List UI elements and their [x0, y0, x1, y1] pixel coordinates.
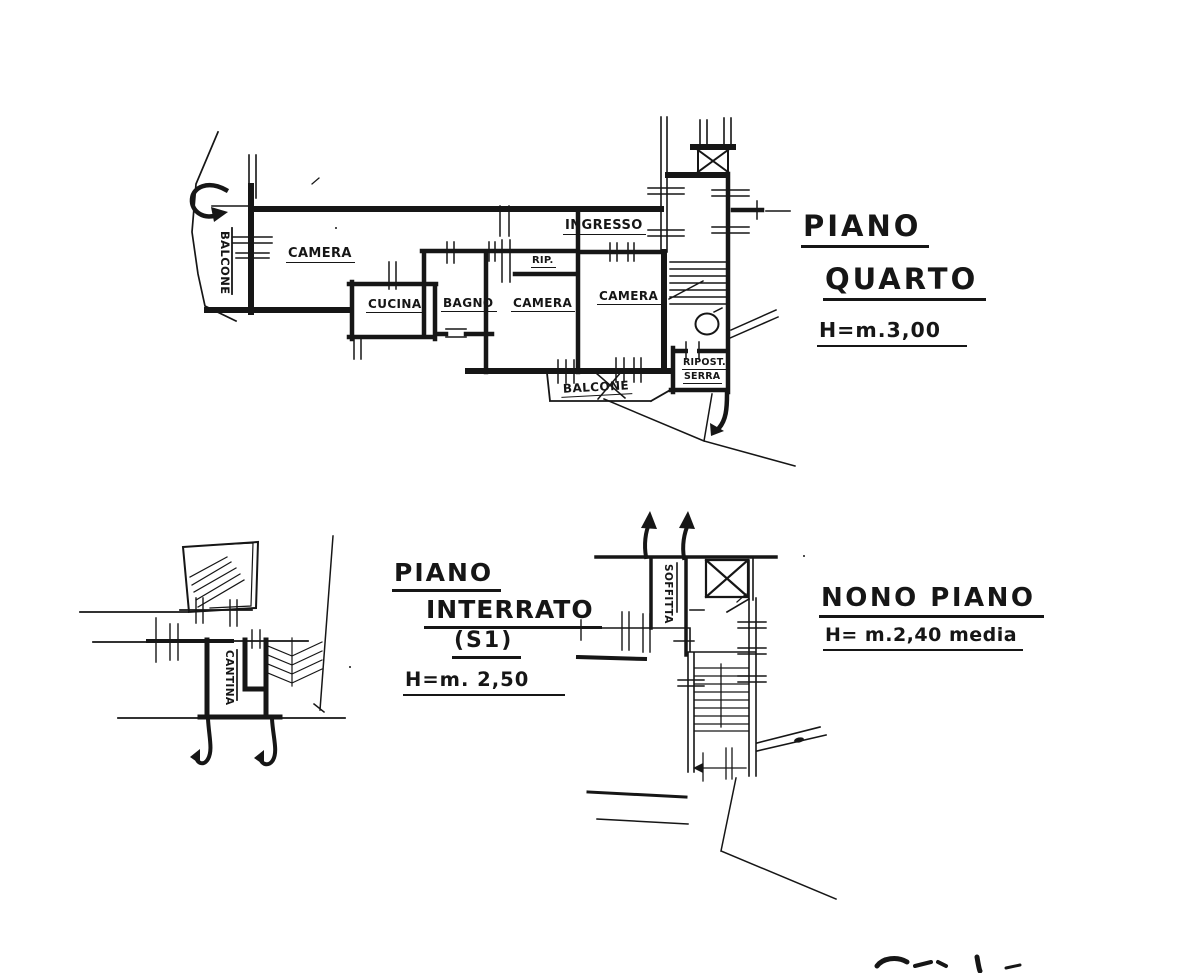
- up-arrow-left: [641, 511, 657, 557]
- elevator-shaft-icon: [668, 147, 733, 175]
- plan-title-piano-quarto-2: QUARTO: [823, 265, 986, 301]
- room-label-balcone-bottom: BALCONE: [561, 379, 633, 398]
- down-arrow-interrato-left: [190, 719, 210, 764]
- plan-title-piano-quarto-1: PIANO: [801, 212, 929, 248]
- scan-marks-quarto: [312, 178, 319, 184]
- entry-arrow: [192, 185, 228, 222]
- quarto-walls-thick: [207, 186, 668, 371]
- room-label-balcone-left: BALCONE: [218, 231, 232, 295]
- room-label-soffitta: SOFFITTA: [662, 564, 674, 624]
- room-label-cucina: CUCINA: [366, 298, 425, 313]
- down-arrow-interrato-right: [254, 719, 275, 765]
- interrato-walls-thin: [80, 610, 345, 718]
- stairs-quarto: [669, 262, 727, 335]
- room-label-ingresso: INGRESSO: [563, 219, 646, 235]
- door-swing-nono: [757, 727, 826, 751]
- plan-title-nono: NONO PIANO: [819, 585, 1044, 618]
- room-label-bagno: BAGNO: [441, 297, 497, 312]
- room-label-cantina: CANTINA: [223, 650, 235, 706]
- plan-title-interrato-1: PIANO: [392, 560, 501, 592]
- room-label-camera-right: CAMERA: [597, 290, 661, 305]
- room-label-camera-middle: CAMERA: [511, 297, 575, 312]
- room-label-ripost-serra-1: RIPOST.: [683, 357, 726, 368]
- boundary-line-interrato: [314, 536, 333, 712]
- chevron-hatch: [268, 638, 322, 686]
- height-note-quarto: H=m.3,00: [817, 320, 967, 347]
- room-label-camera-left: CAMERA: [286, 247, 355, 263]
- cropped-handwriting-fragment: [877, 957, 1020, 971]
- height-note-interrato: H=m. 2,50: [403, 670, 565, 696]
- interrato-stairbox: [183, 542, 258, 612]
- room-label-ripost-serra-2: SERRA: [684, 371, 721, 382]
- height-note-nono: H= m.2,40 media: [823, 626, 1023, 651]
- window-ticks-quarto: [233, 188, 757, 383]
- nono-bottom-lines: [588, 778, 836, 899]
- down-arrow-quarto: [710, 394, 727, 436]
- plan-title-interrato-3: (S1): [452, 630, 521, 659]
- serra-door-gap: [688, 345, 697, 356]
- room-label-ripostiglio: RIP.: [532, 255, 554, 266]
- up-arrow-right: [679, 511, 695, 558]
- plan-title-interrato-2: INTERRATO: [424, 597, 602, 629]
- elevator-shaft-nono-icon: [706, 560, 749, 612]
- interrato-walls: [148, 640, 280, 717]
